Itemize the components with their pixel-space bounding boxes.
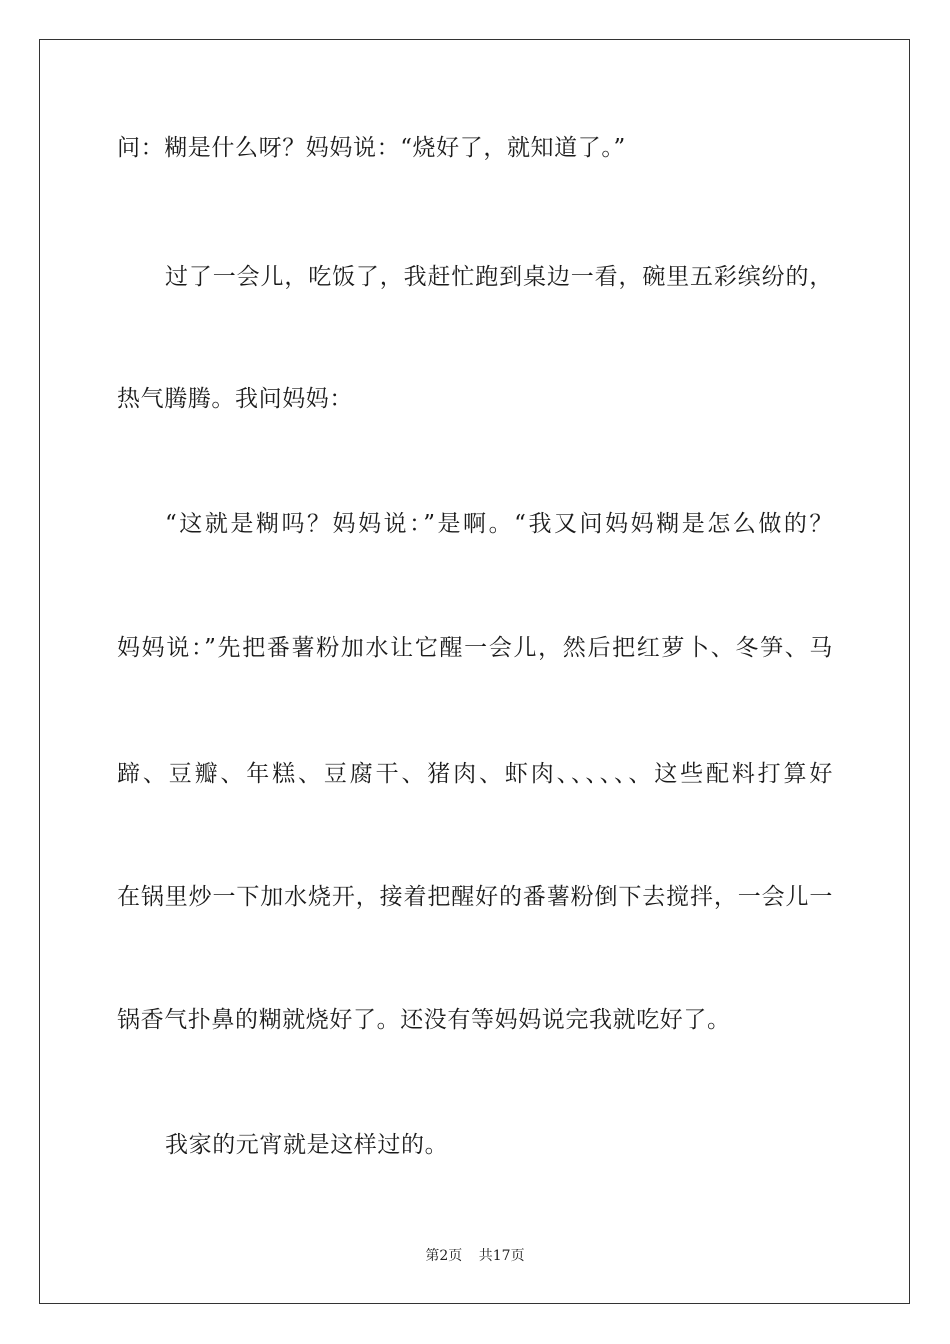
page-number: 第2页 bbox=[425, 1248, 463, 1264]
text-line: 锅香气扑鼻的糊就烧好了。还没有等妈妈说完我就吃好了。 bbox=[117, 1007, 731, 1033]
page-total: 共17页 bbox=[478, 1248, 525, 1264]
text-line: 妈妈说：”先把番薯粉加水让它醒一会儿，然后把红萝卜、冬笋、马 bbox=[117, 635, 833, 661]
text-line: 在锅里炒一下加水烧开，接着把醒好的番薯粉倒下去搅拌，一会儿一 bbox=[117, 884, 833, 910]
text-line: 问：糊是什么呀？妈妈说：“烧好了，就知道了。” bbox=[117, 135, 626, 161]
text-line: 我家的元宵就是这样过的。 bbox=[165, 1132, 449, 1158]
page-border bbox=[39, 39, 910, 1304]
text-line: “这就是糊吗？妈妈说：”是啊。“我又问妈妈糊是怎么做的？ bbox=[165, 511, 833, 537]
text-line: 热气腾腾。我问妈妈： bbox=[117, 386, 353, 412]
page-footer bbox=[0, 1247, 950, 1265]
text-line: 过了一会儿，吃饭了，我赶忙跑到桌边一看，碗里五彩缤纷的， bbox=[165, 264, 833, 290]
text-line: 蹄、豆瓣、年糕、豆腐干、猪肉、虾肉、、、、、、这些配料打算好 bbox=[117, 761, 833, 787]
